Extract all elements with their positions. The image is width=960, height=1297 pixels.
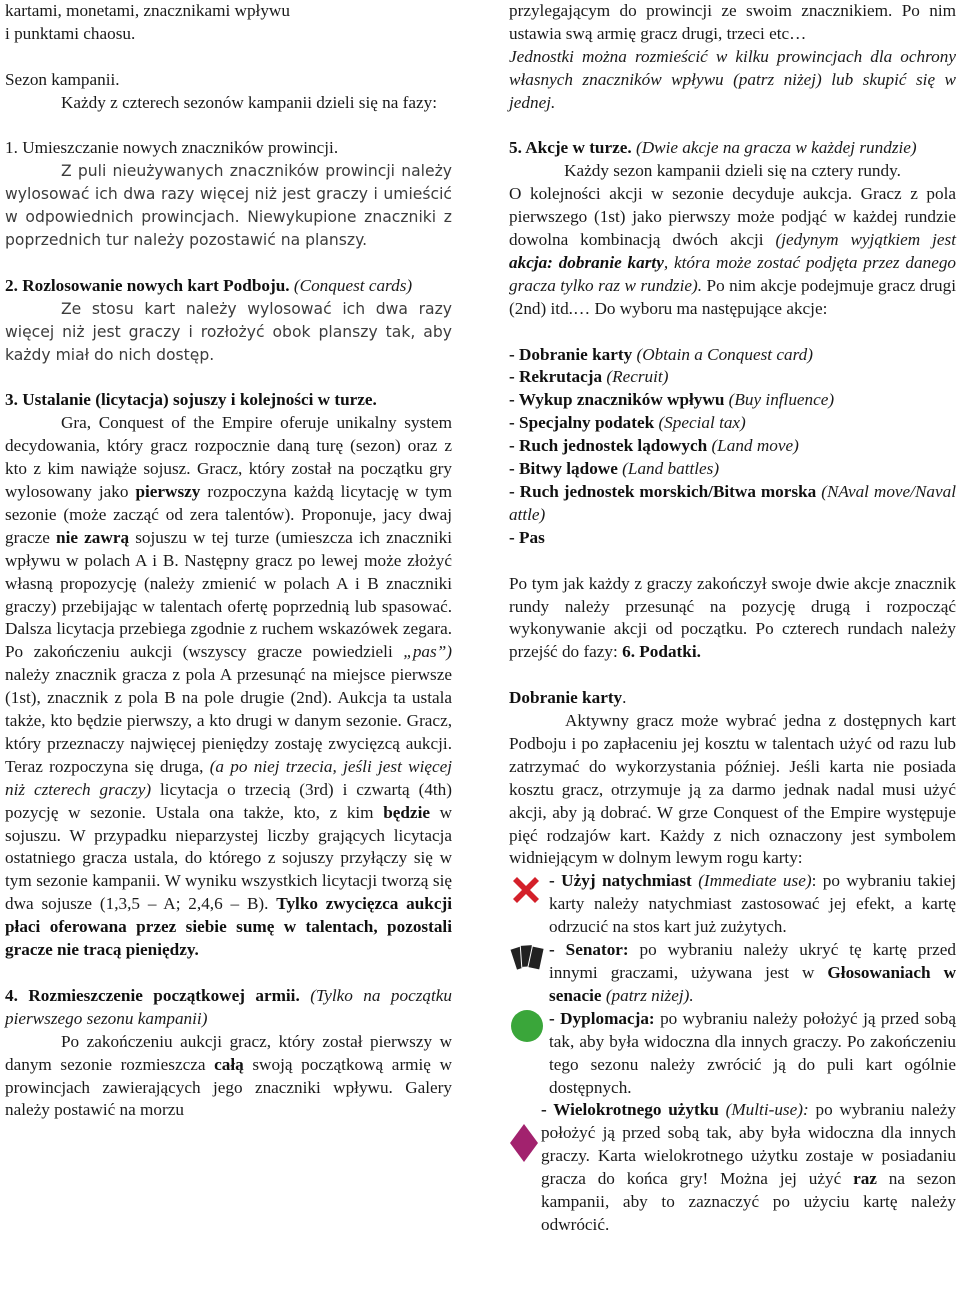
action-english: (Land move) (711, 436, 799, 456)
season-title (5, 69, 452, 92)
purple-diamond-icon (509, 1123, 539, 1163)
left-column (5, 0, 452, 1122)
action-english: (NAval move/Naval attle) (509, 482, 957, 524)
text: w sojuszu. W przypadku nieparzystej liczby grających licytacja ostatniego gracza ustala, do którego z sojuszy przyłączy się w tym sezonie kampanii. W wyniku wszystkich licytacji tworzą się dwa sojusze (1,3,5 – A; 2,4,6 – B). (5, 802, 453, 914)
season-intro: Każdy z czterech sezonów kampanii dzieli się na fazy: (61, 92, 438, 112)
section-5-body (509, 183, 956, 320)
section-4-title: 4. Rozmieszczenie początkowej armii. (5, 985, 300, 1005)
section-2-note: (Conquest cards) (293, 275, 413, 295)
bold-text: - Dyplomacja: (549, 1008, 655, 1028)
action-english: (Buy influence) (728, 390, 835, 410)
text: rozpoczyna każdą licytację w tym sezonie (może zacząć od zera talentów). Proponuje, jacy dwaj gracze (5, 481, 452, 547)
italic-text: (jedynym wyjątkiem jest (775, 230, 956, 250)
section-5-heading (509, 137, 956, 160)
text: swoją początkową armię w prowincjach zawierających jego znaczniki wpływu. Galery należy postawić na morzu (5, 1054, 452, 1120)
bold-text: - Wielokrotnego użytku (541, 1100, 719, 1120)
section-2-heading (5, 275, 452, 298)
section-4-heading (5, 985, 452, 1031)
italic-text: (Multi-use): (718, 1100, 809, 1120)
bold-text: raz (853, 1169, 877, 1189)
bold-text: nie zawrą (56, 527, 130, 547)
action-item (509, 435, 956, 458)
text: sojuszu w tej turze (umieszcza ich znaczniki wpływu w polach A i B. Następny gracz po lewej może złożyć własną propozycję (należy zmienić w polach A i B znaczniki graczy) przebijając w talentach ofertę poprzednią lub spasować. Dalsza licytacja przebiega zgodnie z ruchem wskazówek zegara. Po zakończeniu aukcji (wszyscy gracze powiedzieli (5, 527, 452, 662)
draw-card-heading (509, 687, 956, 710)
italic-text: (Immediate use) (691, 871, 812, 891)
card-type-multi (509, 1099, 956, 1236)
action-item (509, 481, 956, 527)
action-english: (Special tax) (658, 413, 746, 433)
action-english: (Recruit) (606, 367, 669, 387)
section-3-title: 3. Ustalanie (licytacja) sojuszy i kolejności w turze. (5, 390, 377, 410)
text: O kolejności akcji w sezonie decyduje aukcja. Gracz z pola pierwszego (1st) jako pierwszy może podjąć w każdej rundzie dowolna kombinacją dwóch akcji (509, 184, 956, 250)
action-item (509, 412, 956, 435)
section-2-title: 2. Rozlosowanie nowych kart Podboju. (5, 275, 290, 295)
draw-card-body: Aktywny gracz może wybrać jedna z dostępnych kart Podboju i po zapłaceniu jej kosztu w talentach użyć od razu lub zatrzymać do wykorzystania później. Jeśli karta nie posiada kosztu gracz, otrzymuje ją za darmo jednak nadal musi użyć akcji, aby ją dobrać. W grze Conquest of the Empire występuje pięć rodzajów kart. Każdy z nich oznaczony jest symbolem widniejącym w dolnym lewym rogu karty: (509, 711, 956, 868)
action-item (509, 458, 956, 481)
section-2-body: Ze stosu kart należy wylosować ich dwa razy więcej niż jest graczy i rozłożyć obok planszy tak, aby każdy miał do nich dostęp. (5, 299, 452, 364)
section-5-centered: Każdy sezon kampanii dzieli się na cztery rundy. (564, 161, 901, 181)
text-line: i punktami chaosu. (5, 23, 136, 43)
card-stack-icon (509, 941, 547, 977)
draw-card-title: Dobranie karty (509, 688, 623, 708)
text: po wybraniu należy ukryć tę kartę przed innymi graczami, używana jest w (549, 940, 956, 982)
card-type-diplomacy (509, 1008, 956, 1100)
bold-text: - Senator: (549, 940, 629, 960)
text: po wybraniu należy położyć ją przed sobą tak, aby była widoczna dla innych graczy. Po zakończeniu tego sezonu należy zwrócić ją do puli kart ogólnie dostępnych. (549, 1008, 956, 1097)
section-5-note: (Dwie akcje na gracza w każdej rundzie) (635, 138, 917, 158)
paragraph-continuation: przylegającym do prowincji ze swoim znacznikiem. Po nim ustawia swą armię gracz drugi, trzeci etc… (509, 1, 956, 43)
section-1-title: 1. Umieszczanie nowych znaczników prowincji. (5, 138, 339, 158)
italic-text: „pas”) (403, 642, 452, 662)
bold-italic-text: akcja: dobranie karty (509, 252, 664, 272)
card-type-immediate-text (509, 870, 956, 939)
action-label: - Specjalny podatek (509, 413, 655, 433)
text: Po nim akcje podejmuje gracz drugi (2nd) itd.… Do wyboru ma następujące akcje: (509, 275, 956, 318)
text: na sezon kampanii, aby to zaznaczyć po użyciu kartę należy odwrócić. (541, 1169, 956, 1234)
bold-text: pierwszy (135, 481, 201, 501)
placement-note (509, 46, 956, 115)
text: Po tym jak każdy z graczy zakończył swoje dwie akcje znacznik rundy należy przesunąć na pozycję drugą i rozpocząć wykonywanie akcji od początku. Po czterech rundach należy przejść do fazy: (509, 573, 956, 662)
text: : po wybraniu takiej karty należy natychmiast zastosować jej efekt, a kartę odrzucić na stos kart już zużytych. (549, 871, 956, 937)
text: Gra, Conquest of the Empire oferuje unikalny system decydowania, który gracz rozpocznie daną turę (sezon) oraz z kto z kim nawiąże sojusz. Gracz, który został na początku gry wylosowany jako (5, 413, 452, 501)
action-label: - Dobranie karty (509, 344, 633, 364)
card-type-diplomacy-text (509, 1008, 956, 1100)
section-1-body: Z puli nieużywanych znaczników prowincji należy wylosować ich dwa razy więcej niż jest graczy i umieścić w odpowiednich prowincjach. Niewykupione znaczniki z poprzednich tur należy pozostawić na planszy. (5, 162, 452, 250)
bold-text: Głosowaniach w senacie (549, 963, 956, 1005)
italic-text: , która może zostać podjęta przez danego gracza tylko raz w rundzie). (509, 252, 957, 295)
action-item (509, 344, 956, 367)
action-label: - Bitwy lądowe (509, 459, 618, 479)
green-circle-icon (510, 1009, 544, 1043)
bold-text: będzie (383, 802, 430, 822)
section-3-heading (5, 389, 452, 412)
action-label: - Ruch jednostek lądowych (509, 436, 708, 456)
card-type-immediate (509, 870, 956, 939)
section-4-body (5, 1031, 452, 1123)
section-3-body (5, 412, 452, 962)
actions-list (509, 344, 956, 550)
italic-text: Jednostki można rozmieścić w kilku prowincjach dla ochrony własnych znaczników wpływu (patrz niżej) lub skupić się w jednej. (509, 46, 956, 112)
card-type-senator (509, 939, 956, 1008)
italic-text: (a po niej trzecia, jeśli jest więcej niż czterech graczy) (5, 756, 453, 799)
action-item (509, 389, 956, 412)
text: . (622, 688, 627, 708)
bold-text: 6. Podatki. (622, 642, 701, 662)
bold-text: całą (214, 1054, 244, 1074)
season-title-text: Sezon kampanii. (5, 69, 120, 89)
paragraph-continuation (5, 0, 452, 46)
text: po wybraniu należy położyć ją przed sobą tak, aby była widoczna dla innych graczy. Karta wielokrotnego użytku zostaje w posiadaniu gracza do końca gry! Można jej użyć (541, 1100, 957, 1189)
action-english: (Obtain a Conquest card) (636, 344, 813, 364)
text: Po zakończeniu aukcji gracz, który został pierwszy w danym sezonie rozmieszcza (5, 1031, 452, 1074)
card-type-multi-text (509, 1099, 956, 1236)
right-column (509, 0, 956, 1237)
action-label: - Ruch jednostek morskich/Bitwa morska (509, 482, 817, 501)
section-5-title: 5. Akcje w turze. (509, 138, 632, 158)
text-line: kartami, monetami, znacznikami wpływu (5, 1, 290, 20)
action-label: - Pas (509, 527, 545, 547)
red-x-icon (509, 873, 543, 907)
bold-text: - Użyj natychmiast (549, 871, 692, 891)
section-4-note: (Tylko na początku pierwszego sezonu kampanii) (5, 985, 452, 1028)
text: należy znacznik gracza z pola A przesunąć na miejsce pierwsze (1st), znacznik z pola B na pole drugie (2nd). Aukcja ta ustala także, kto będzie pierwszy, a kto drugi w danym sezonie. Gracz, który przeznaczy najwięcej pieniędzy zostaję zwycięzcą aukcji. Teraz rozpoczyna się druga, (5, 665, 452, 776)
bold-text: Tylko zwycięzca aukcji płaci oferowana przez siebie sumę w talentach, pozostali gracze nie tracą pieniędzy. (5, 894, 452, 960)
italic-text: (patrz niżej). (601, 985, 694, 1005)
action-english: (Land battles) (622, 459, 720, 479)
text: licytacja o trzecią (3rd) i czwartą (4th) pozycję w sezonie. Ustala ona także, kto, z kim (5, 779, 453, 822)
action-label: - Wykup znaczników wpływu (509, 390, 725, 410)
card-type-senator-text (509, 939, 956, 1008)
after-actions (509, 573, 956, 665)
action-item (509, 366, 956, 389)
action-item (509, 527, 956, 550)
action-label: - Rekrutacja (509, 367, 603, 387)
